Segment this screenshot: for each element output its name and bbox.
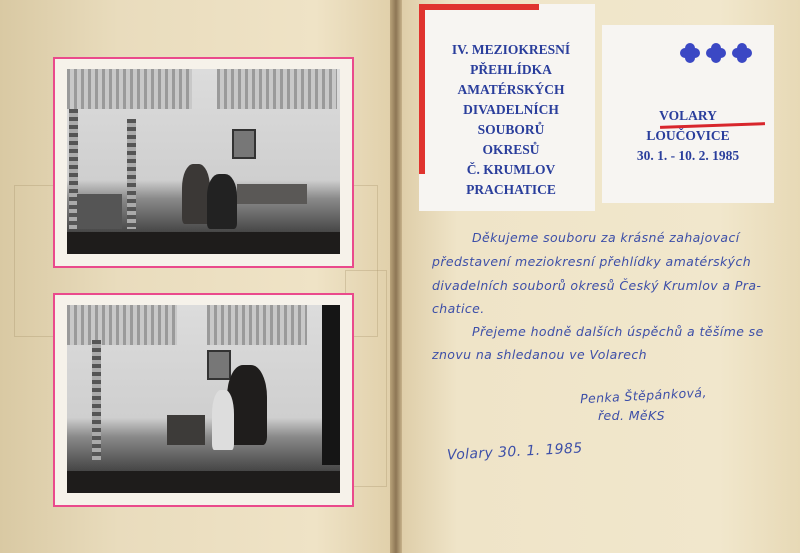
place-date: Volary 30. 1. 1985 bbox=[446, 440, 583, 464]
wall-picture bbox=[207, 350, 231, 380]
title-line: Č. KRUMLOV bbox=[466, 162, 556, 177]
handwritten-line: představení meziokresní přehlídky amatérských bbox=[432, 254, 752, 269]
venue-text bbox=[606, 106, 770, 166]
venue-town: LOUČOVICE bbox=[646, 128, 730, 143]
title-line: AMATÉRSKÝCH bbox=[457, 82, 565, 97]
signature-role: řed. MěKS bbox=[598, 408, 665, 423]
actor-figure bbox=[207, 174, 237, 229]
event-title bbox=[432, 40, 590, 200]
curtain bbox=[207, 305, 307, 345]
title-line: IV. MEZIOKRESNÍ bbox=[451, 42, 571, 57]
photo-top bbox=[53, 57, 354, 268]
handwritten-line: znovu na shledanou ve Volarech bbox=[432, 347, 647, 362]
title-line: PRACHATICE bbox=[466, 182, 556, 197]
handwritten-line: chatice. bbox=[432, 301, 485, 316]
title-line: OKRESŮ bbox=[482, 142, 540, 157]
title-line: PŘEHLÍDKA bbox=[470, 62, 552, 77]
photo-bottom bbox=[53, 293, 354, 507]
armchair bbox=[77, 194, 122, 229]
flower-icon bbox=[680, 43, 700, 63]
stage-photo bbox=[67, 305, 340, 493]
title-line: DIVADELNÍCH bbox=[463, 102, 559, 117]
stage-photo bbox=[67, 69, 340, 254]
handwritten-line: divadelních souborů okresů Český Krumlov a Pra- bbox=[432, 278, 762, 293]
flower-icon bbox=[732, 43, 752, 63]
actor-figure bbox=[212, 390, 234, 450]
handwritten-line: Přejeme hodně dalších úspěchů a těšíme se bbox=[472, 324, 764, 339]
red-accent-bar bbox=[419, 4, 539, 10]
handwritten-line: Děkujeme souboru za krásné zahajovací bbox=[472, 230, 740, 245]
title-line: SOUBORŮ bbox=[477, 122, 545, 137]
stage-table bbox=[237, 184, 307, 204]
flower-icon bbox=[706, 43, 726, 63]
armchair bbox=[167, 415, 205, 445]
curtain bbox=[217, 69, 337, 109]
side-curtain bbox=[322, 305, 340, 465]
actor-figure bbox=[182, 164, 210, 224]
signature: Penka Štěpánková, bbox=[579, 384, 708, 407]
wall-picture bbox=[232, 129, 256, 159]
curtain bbox=[67, 69, 192, 109]
festival-dates: 30. 1. - 10. 2. 1985 bbox=[636, 148, 740, 163]
curtain bbox=[67, 305, 177, 345]
book-spine bbox=[390, 0, 402, 553]
venue-town: VOLARY bbox=[659, 108, 717, 123]
red-accent-bar bbox=[419, 4, 425, 174]
